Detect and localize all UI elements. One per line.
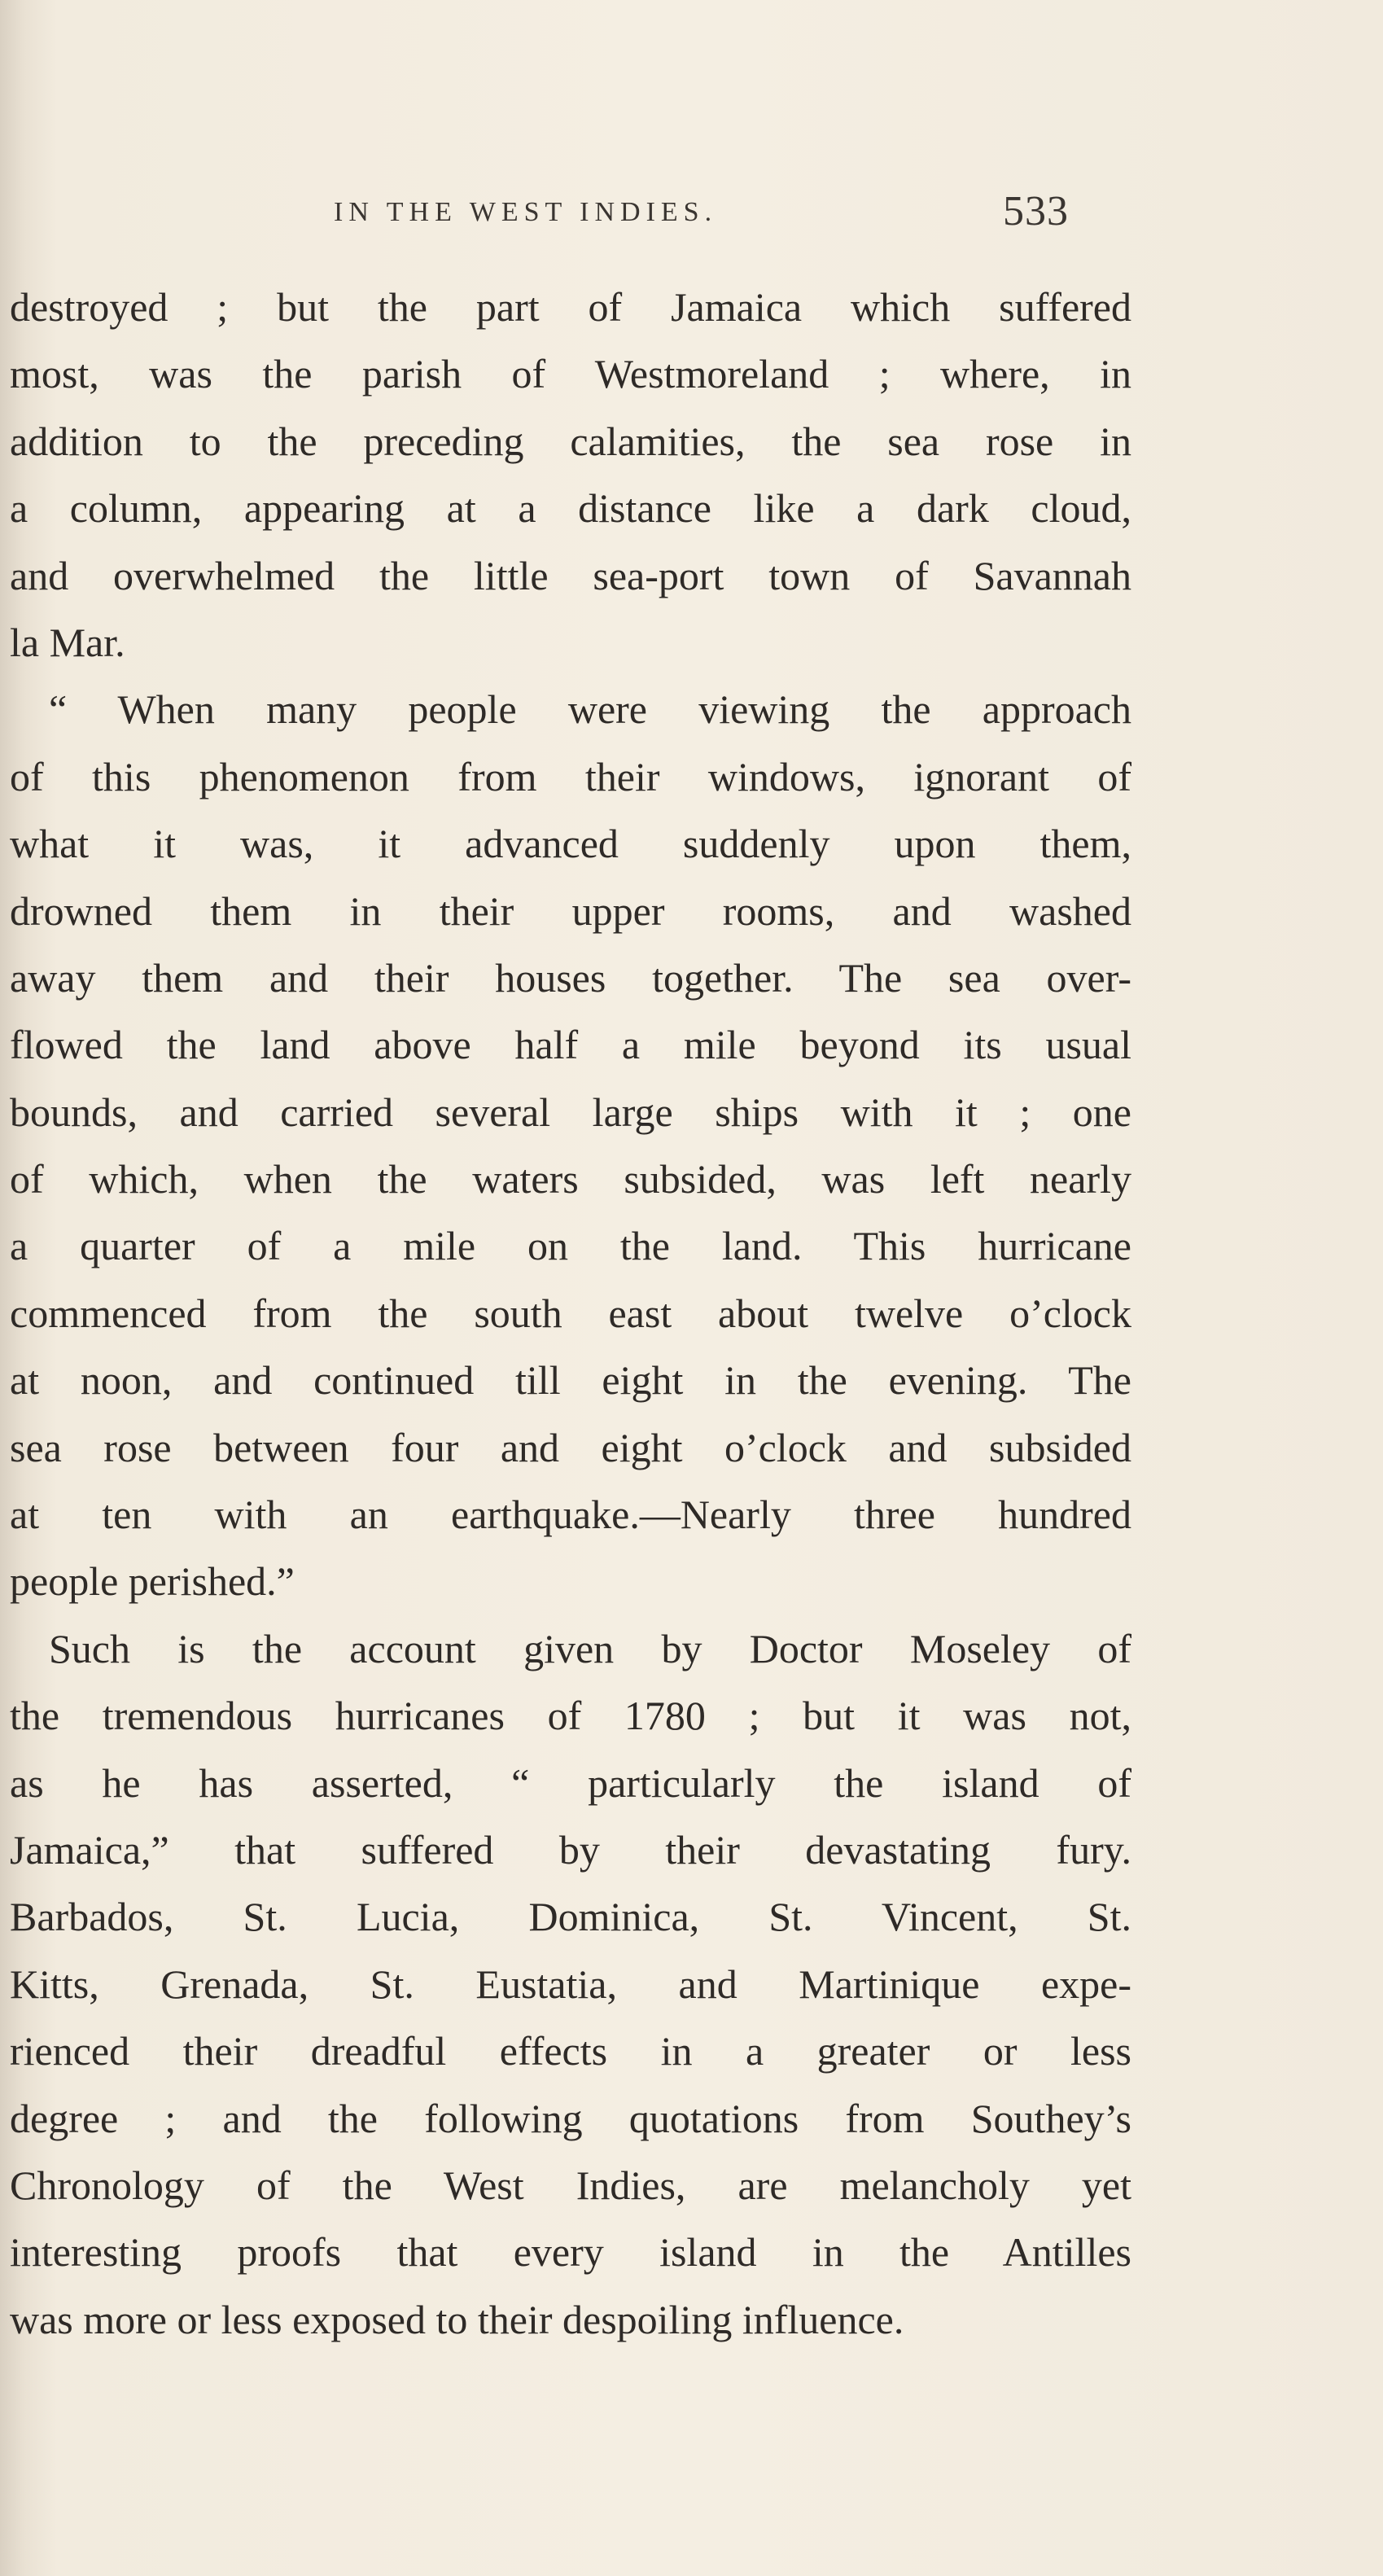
text-line: most, was the parish of Westmoreland ; where, in — [10, 351, 1131, 397]
text-line: destroyed ; but the part of Jamaica which suffered — [10, 284, 1131, 330]
text-line: rienced their dreadful effects in a greater or less — [10, 2028, 1131, 2074]
text-line: a quarter of a mile on the land. This hurricane — [10, 1223, 1131, 1269]
text-line: Barbados, St. Lucia, Dominica, St. Vincent, St. — [10, 1894, 1131, 1940]
text-line: at noon, and continued till eight in the evening. The — [10, 1357, 1131, 1404]
text-line: of this phenomenon from their windows, ignorant of — [10, 753, 1131, 800]
text-line: at ten with an earthquake.—Nearly three hundred — [10, 1492, 1131, 1538]
running-header — [0, 187, 1383, 244]
text-line: sea rose between four and eight o’clock and subsided — [10, 1424, 1131, 1470]
text-line: drowned them in their upper rooms, and washed — [10, 887, 1131, 934]
text-line: “ When many people were viewing the approach — [49, 686, 1131, 733]
text-line: bounds, and carried several large ships with it ; one — [10, 1089, 1131, 1135]
body-text — [0, 274, 1131, 2353]
text-line: was more or less exposed to their despoiling influence. — [10, 2296, 904, 2342]
text-line: people perished.” — [10, 1558, 295, 1605]
text-line: and overwhelmed the little sea-port town of Savannah — [10, 552, 1131, 598]
text-line: interesting proofs that every island in the Antilles — [10, 2229, 1131, 2276]
text-line: a column, appearing at a distance like a dark cloud, — [10, 485, 1131, 532]
text-line: what it was, it advanced suddenly upon them, — [10, 821, 1131, 867]
text-line: addition to the preceding calamities, the sea rose in — [10, 418, 1131, 464]
text-line: Such is the account given by Doctor Moseley of — [49, 1625, 1131, 1671]
text-line: Jamaica,” that suffered by their devastating fury. — [10, 1826, 1131, 1873]
running-title: IN THE WEST INDIES. — [334, 197, 718, 227]
text-line: of which, when the waters subsided, was left nearly — [10, 1156, 1131, 1203]
text-line: as he has asserted, “ particularly the island of — [10, 1759, 1131, 1806]
text-line: the tremendous hurricanes of 1780 ; but it was not, — [10, 1693, 1131, 1739]
page-number: 533 — [1003, 188, 1069, 234]
text-line: flowed the land above half a mile beyond its usual — [10, 1022, 1131, 1068]
text-line: degree ; and the following quotations from Southey’s — [10, 2095, 1131, 2141]
text-line: Kitts, Grenada, St. Eustatia, and Martinique expe- — [10, 1960, 1131, 2007]
text-line: Chronology of the West Indies, are melancholy yet — [10, 2162, 1131, 2208]
text-line: la Mar. — [10, 619, 125, 665]
text-line: commenced from the south east about twelve o’clock — [10, 1290, 1131, 1336]
text-line: away them and their houses together. The sea over- — [10, 954, 1131, 1001]
